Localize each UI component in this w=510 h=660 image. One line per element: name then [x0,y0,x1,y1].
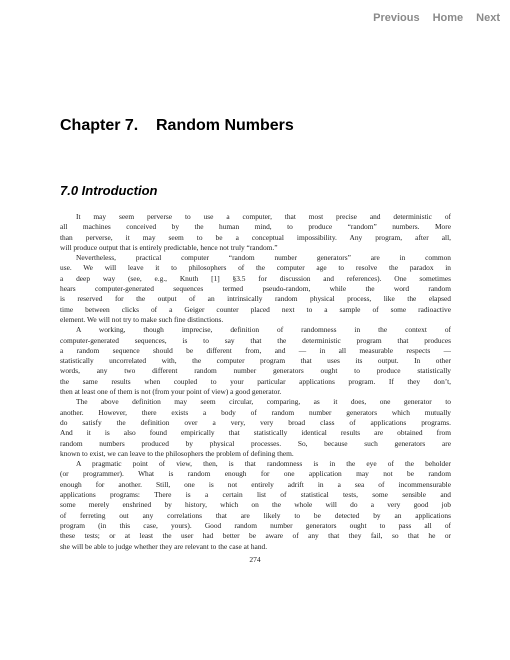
text-line: use. We will leave it to philosophers of the computer age to resolve the paradox in [60,263,451,273]
home-link[interactable]: Home [432,12,464,24]
previous-link[interactable]: Previous [373,12,420,24]
text-line: then at least one of them is not (from your point of view) a good generator. [60,387,282,397]
text-line: time between clicks of a Geiger counter placed next to a sample of some radioactive [60,304,451,314]
text-line: The above definition may seem circular, comparing, as it does, one generator to [76,397,451,407]
text-line: some merely enshrined by history, which on the whole will do a very good job [60,500,451,510]
text-line: a random sequence should be different from, and — in all measurable respects — [60,345,451,355]
text-line: another. However, there exists a body of random number generators which mutually [60,407,451,417]
text-line: random numbers produced by physical processes. So, because such generators are [60,438,451,448]
text-line: A pragmatic point of view, then, is that randomness is in the eye of the beholder [76,459,451,469]
text-line: applications programs: There is a certain list of statistical tests, some sensible and [60,490,451,500]
text-line: program (in this case, yours). Good random number generators ought to pass all of [60,520,451,530]
text-line: hears computer-generated sequences termed pseudo-random, while the word random [60,284,451,294]
text-line: a deep way (see, e.g., Knuth [1] §3.5 for discussion and references). One sometimes [60,273,451,283]
text-line: known to exist, we can leave to the philosophers the problem of defining them. [60,448,294,458]
text-line: element. We will not try to make such fine distinctions. [60,314,224,324]
chapter-name: Random Numbers [156,117,294,134]
text-line: these tests; or at least the user had better be aware of any that they fail, so that he or [60,531,451,541]
text-line: And it is also found empirically that statistically identical results are obtained from [60,428,451,438]
text-line: Nevertheless, practical computer “random number generators” are in common [76,253,451,263]
text-line: A working, though imprecise, definition of randomness in the context of [76,325,451,335]
text-line: she will be able to judge whether they are relevant to the case at hand. [60,541,268,551]
body-text [60,212,451,552]
next-link[interactable]: Next [476,12,500,24]
text-line: enough for another. Still, one is not entirely adrift in a sea of incommensurable [60,479,451,489]
chapter-number: Chapter 7. [60,117,139,134]
text-line: all machines conceived by the human mind, to produce “random” numbers. More [60,222,451,232]
text-line: (or programmer). What is random enough for one application may not be random [60,469,451,479]
text-line: computer-generated sequences, is to say that the deterministic program that produces [60,335,451,345]
text-line: is reserved for the output of an intrinsically random physical process, like the elapsed [60,294,451,304]
text-line: will produce output that is entirely predictable, hence not truly “random.” [60,242,278,252]
chapter-title [60,117,294,135]
text-line: the same results when coupled to your particular applications program. If they don’t, [60,376,451,386]
text-line: It may seem perverse to use a computer, that most precise and deterministic of [76,212,451,221]
page-number: 274 [249,555,261,564]
text-line: statistically uncorrelated with, the computer program that uses its output. In other [60,356,451,366]
section-title: 7.0 Introduction [60,183,158,198]
text-line: than perverse, it may seem to be a conceptual impossibility. Any program, after all, [60,232,451,242]
text-line: do satisfy the definition over a very, very broad class of applications programs. [60,417,451,427]
page-navigation [373,12,500,24]
text-line: words, any two different random number generators ought to produce statistically [60,366,451,376]
text-line: of ferreting out any correlations that are likely to be detected by an applications [60,510,451,520]
